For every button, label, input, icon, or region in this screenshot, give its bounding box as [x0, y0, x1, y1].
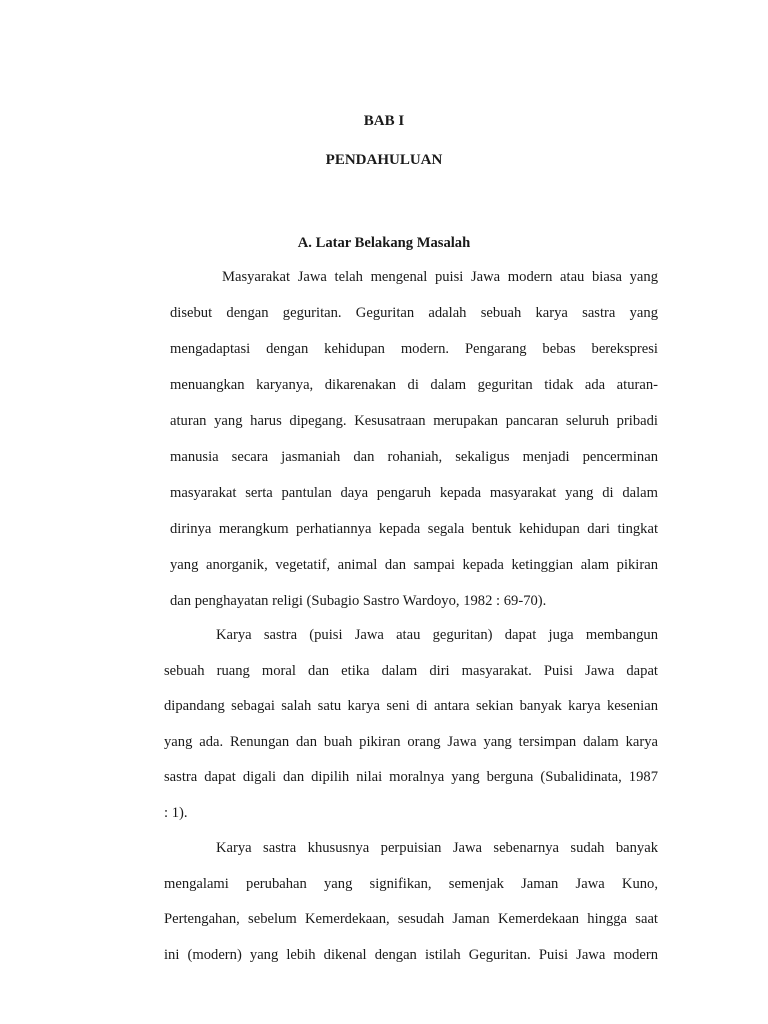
text-line: masyarakat serta pantulan daya pengaruh kepada masyarakat yang di dalam [170, 485, 658, 501]
text-line: : 1). [164, 805, 188, 821]
text-line: mengadaptasi dengan kehidupan modern. Pengarang bebas berekspresi [170, 341, 658, 357]
text-line: dirinya merangkum perhatiannya kepada segala bentuk kehidupan dari tingkat [170, 521, 658, 537]
chapter-number: BAB I [363, 113, 405, 129]
text-line: dipandang sebagai salah satu karya seni di antara sekian banyak karya kesenian [164, 698, 658, 715]
text-line: dan penghayatan religi (Subagio Sastro Wardoyo, 1982 : 69-70). [170, 593, 547, 609]
text-line: mengalami perubahan yang signifikan, semenjak Jaman Jawa Kuno, [164, 875, 658, 892]
section-heading: A. Latar Belakang Masalah [297, 235, 471, 251]
text-line: menuangkan karyanya, dikarenakan di dalam geguritan tidak ada aturan- [170, 377, 658, 393]
text-line: Pertengahan, sebelum Kemerdekaan, sesudah Jaman Kemerdekaan hingga saat [164, 911, 658, 928]
text-line: Karya sastra khususnya perpuisian Jawa sebenarnya sudah banyak [216, 840, 658, 856]
chapter-title: PENDAHULUAN [325, 152, 443, 168]
text-line: yang ada. Renungan dan buah pikiran orang Jawa yang tersimpan dalam karya [164, 733, 658, 750]
text-line: sastra dapat digali dan dipilih nilai moralnya yang berguna (Subalidinata, 1987 [164, 769, 658, 786]
text-line: disebut dengan geguritan. Geguritan adalah sebuah karya sastra yang [170, 305, 658, 321]
text-line: Masyarakat Jawa telah mengenal puisi Jawa modern atau biasa yang [222, 269, 658, 285]
text-line: ini (modern) yang lebih dikenal dengan istilah Geguritan. Puisi Jawa modern [164, 947, 658, 964]
text-line: aturan yang harus dipegang. Kesusatraan merupakan pancaran seluruh pribadi [170, 413, 658, 429]
text-line: Karya sastra (puisi Jawa atau geguritan) dapat juga membangun [216, 627, 658, 643]
text-line: manusia secara jasmaniah dan rohaniah, sekaligus menjadi pencerminan [170, 449, 658, 465]
text-line: sebuah ruang moral dan etika dalam diri masyarakat. Puisi Jawa dapat [164, 662, 658, 679]
text-line: yang anorganik, vegetatif, animal dan sampai kepada ketinggian alam pikiran [170, 557, 658, 573]
